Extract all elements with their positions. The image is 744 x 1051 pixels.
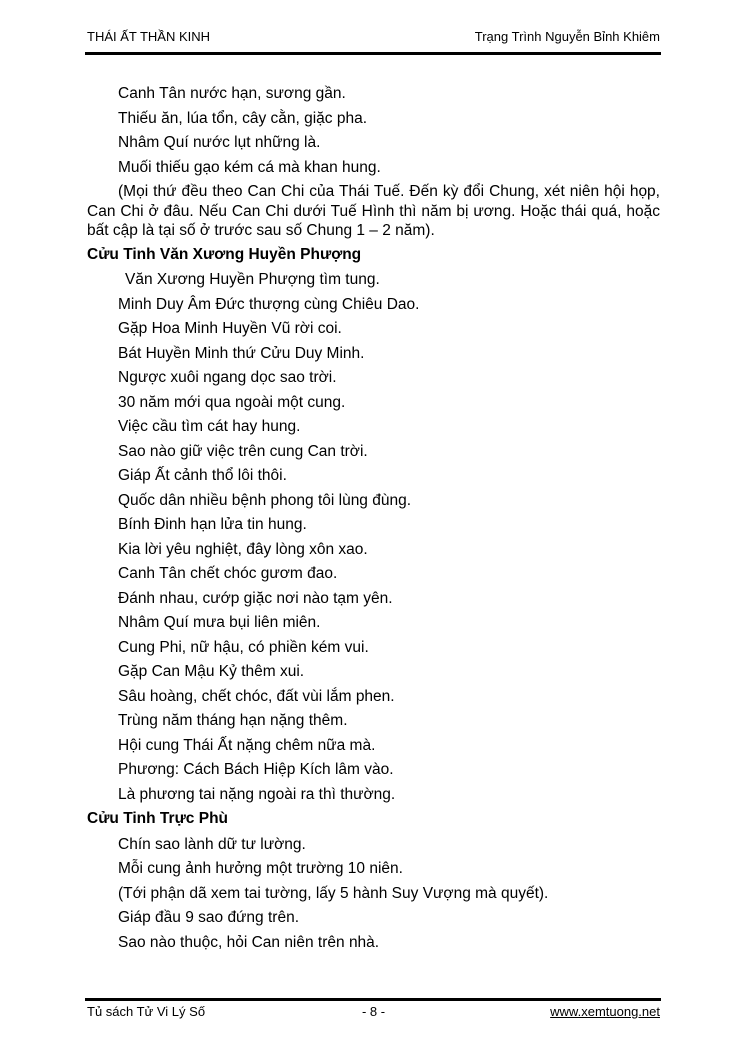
verse-line: Cung Phi, nữ hậu, có phiền kém vui. — [118, 638, 369, 656]
footer-website-link[interactable]: www.xemtuong.net — [550, 1004, 660, 1019]
verse-line: Kia lời yêu nghiệt, đây lòng xôn xao. — [118, 540, 368, 558]
verse-line: Ngược xuôi ngang dọc sao trời. — [118, 369, 337, 386]
commentary-paragraph: (Mọi thứ đều theo Can Chi của Thái Tuế. Đến kỳ đổi Chung, xét niên hội họp, Can Chi ở đâu. Nếu Can Chi dưới Tuế Hình thì năm bị ương. Hoặc thái quá, hoặc bất cập là tại số ở trước sau số Chung 1 – 2 năm). — [87, 183, 660, 239]
verse-line: Mỗi cung ảnh hưởng một trường 10 niên. — [118, 860, 403, 877]
page-body — [87, 84, 660, 957]
verse-line: Gặp Hoa Minh Huyền Vũ rời coi. — [118, 320, 342, 337]
verse-line: Việc cầu tìm cát hay hung. — [118, 418, 301, 435]
verse-line: Giáp Ất cảnh thổ lôi thôi. — [118, 467, 287, 484]
verse-line: Là phương tai nặng ngoài ra thì thường. — [118, 785, 396, 803]
verse-line: Thiếu ăn, lúa tổn, cây cằn, giặc pha. — [118, 109, 368, 127]
verse-line: Đánh nhau, cướp giặc nơi nào tạm yên. — [118, 589, 393, 607]
verse-line: Giáp đầu 9 sao đứng trên. — [118, 909, 299, 926]
verse-line: Muối thiếu gạo kém cá mà khan hung. — [118, 158, 381, 176]
section-heading: Cửu Tinh Trực Phù — [87, 810, 228, 827]
verse-line: Minh Duy Âm Đức thượng cùng Chiêu Dao. — [118, 295, 420, 313]
verse-line: Nhâm Quí nước lụt những là. — [118, 134, 321, 151]
footer-series-title: Tủ sách Tử Vi Lý Số — [87, 1004, 206, 1019]
page-footer — [87, 1004, 660, 1020]
footer-link-wrap — [469, 1004, 660, 1020]
verse-line: Sao nào giữ việc trên cung Can trời. — [118, 442, 368, 460]
verse-line: Trùng năm tháng hạn nặng thêm. — [118, 712, 348, 729]
verse-line: (Tới phận dã xem tai tường, lấy 5 hành Suy Vượng mà quyết). — [118, 884, 549, 902]
verse-line: Bính Đinh hạn lửa tin hung. — [118, 516, 307, 533]
verse-line: Phương: Cách Bách Hiệp Kích lâm vào. — [118, 761, 394, 778]
page-header — [87, 29, 660, 52]
section-heading: Cửu Tinh Văn Xương Huyền Phượng — [87, 245, 362, 263]
verse-line: Gặp Can Mậu Kỷ thêm xui. — [118, 663, 305, 680]
footer-rule — [85, 998, 661, 1001]
verse-line: Sao nào thuộc, hỏi Can niên trên nhà. — [118, 933, 380, 951]
verse-line: Chín sao lành dữ tư lường. — [118, 835, 306, 853]
verse-line: Hội cung Thái Ất nặng chêm nữa mà. — [118, 736, 376, 754]
verse-line: Quốc dân nhiều bệnh phong tôi lùng đùng. — [118, 491, 412, 509]
header-author: Trạng Trình Nguyễn Bỉnh Khiêm — [474, 29, 660, 44]
verse-line: Bát Huyền Minh thứ Cửu Duy Minh. — [118, 344, 365, 362]
verse-line: Văn Xương Huyền Phượng tìm tung. — [125, 271, 380, 288]
verse-line: 30 năm mới qua ngoài một cung. — [118, 393, 346, 411]
verse-line: Nhâm Quí mưa bụi liên miên. — [118, 614, 321, 631]
header-rule — [85, 52, 661, 55]
footer-page-number: - 8 - — [361, 1004, 386, 1019]
verse-line: Canh Tân chết chóc gươm đao. — [118, 565, 338, 582]
header-book-title: THÁI ẤT THẦN KINH — [87, 29, 211, 44]
verse-line: Sâu hoàng, chết chóc, đất vùi lắm phen. — [118, 687, 395, 705]
verse-line: Canh Tân nước hạn, sương gần. — [118, 85, 346, 102]
